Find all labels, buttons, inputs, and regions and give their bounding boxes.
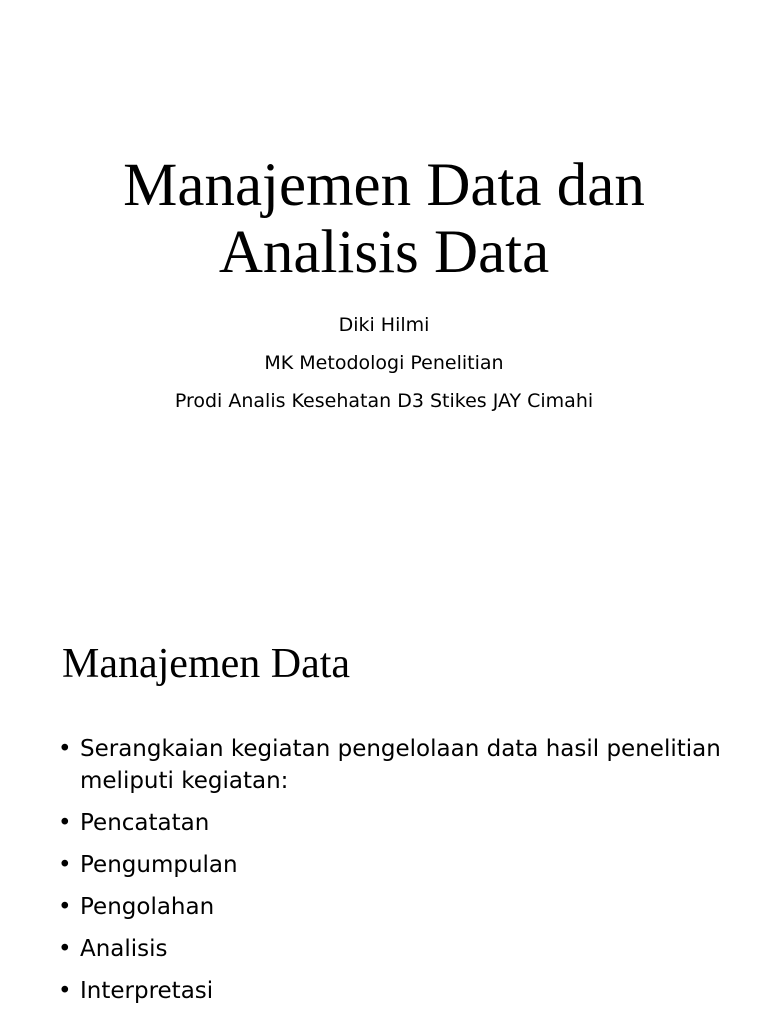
subtitle-block: [0, 306, 768, 420]
slide-title: [0, 152, 768, 286]
bullet-icon: •: [58, 736, 72, 762]
bullet-text: Serangkaian kegiatan pengelolaan data hasil penelitian meliputi kegiatan:: [80, 736, 721, 794]
bullet-text: Pengumpulan: [80, 852, 238, 878]
bullet-text: Pencatatan: [80, 810, 210, 836]
bullet-text: Pengolahan: [80, 894, 215, 920]
author-name: Diki Hilmi: [338, 314, 430, 336]
bullet-icon: •: [58, 810, 72, 836]
course-name: MK Metodologi Penelitian: [264, 352, 504, 374]
slide-heading: Manajemen Data: [62, 641, 351, 687]
institution-name: Prodi Analis Kesehatan D3 Stikes JAY Cimahi: [174, 390, 594, 412]
bullet-list: [58, 733, 738, 1017]
bullet-item: [58, 891, 738, 923]
content-slide: [0, 576, 768, 1024]
title-line: Manajemen Data dan: [123, 152, 645, 219]
bullet-icon: •: [58, 894, 72, 920]
bullet-item: [58, 733, 738, 797]
title-line: Analisis Data: [218, 219, 550, 286]
bullet-icon: •: [58, 936, 72, 962]
bullet-item: [58, 933, 738, 965]
bullet-item: [58, 849, 738, 881]
bullet-item: [58, 975, 738, 1007]
bullet-text: Analisis: [80, 936, 168, 962]
bullet-icon: •: [58, 978, 72, 1004]
bullet-icon: •: [58, 852, 72, 878]
bullet-text: Interpretasi: [80, 978, 214, 1004]
bullet-item: [58, 807, 738, 839]
